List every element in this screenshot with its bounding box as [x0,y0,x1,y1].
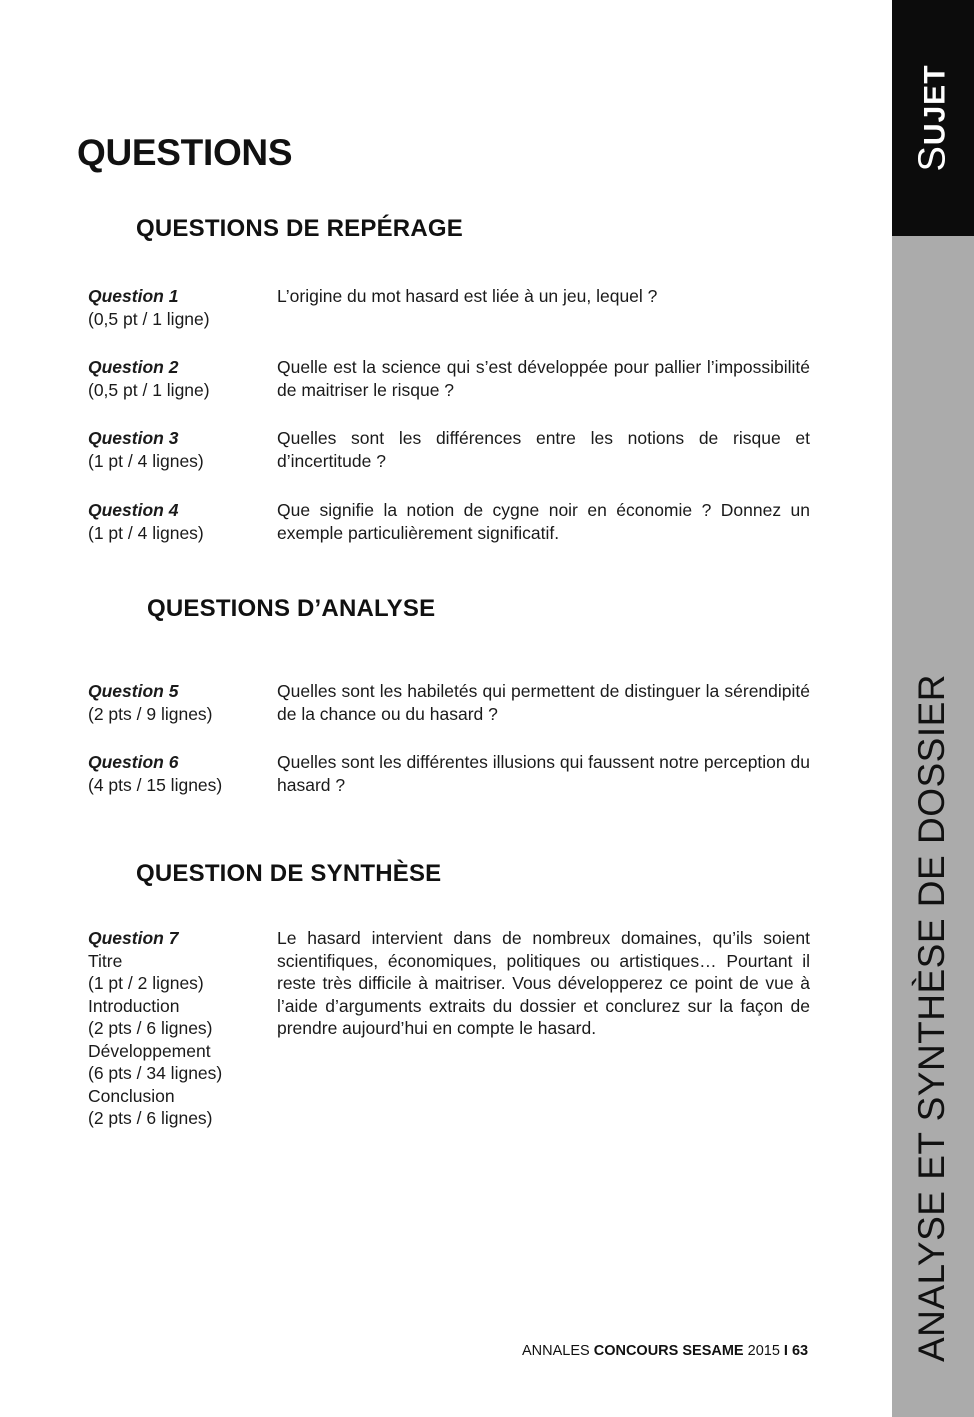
sidebar-tag-label: SUJET [911,64,954,172]
page-title: QUESTIONS [77,132,293,173]
question-points: (2 pts / 6 lignes) [88,1018,213,1038]
question-meta [88,680,273,725]
question-meta [88,751,273,796]
question-points: (1 pt / 4 lignes) [88,522,204,543]
question-part: Titre [88,950,123,971]
question-points: (2 pts / 9 lignes) [88,703,213,724]
question-text: Le hasard intervient dans de nombreux domaines, qu’ils soient scientifiques, économiques, politiques ou artistiques… Pourtant il reste très difficile à maitriser. Vous développerez ce point de vue à l’aide d’arguments extraits du dossier et conclurez sur la façon de prendre aujourd’hui en compte le hasard. [277,928,810,1038]
question-meta [88,285,273,330]
question-meta [88,356,273,401]
question-label: Question 3 [88,428,179,448]
footer-annales: ANNALES [522,1343,590,1359]
question-points: (1 pt / 2 lignes) [88,973,204,993]
page-number: 63 [791,1343,809,1359]
question-label: Question 5 [88,681,179,701]
question-points: (2 pts / 6 lignes) [88,1108,213,1128]
page-footer [522,1343,808,1359]
question-points: (6 pts / 34 lignes) [88,1063,223,1083]
question-part: Introduction [88,995,180,1016]
question-points: (1 pt / 4 lignes) [88,450,204,471]
question-text: Que signifie la notion de cygne noir en économie ? Donnez un exemple particulièrement significatif. [277,500,810,543]
question-label: Question 1 [88,286,179,306]
question-part: Conclusion [88,1085,175,1106]
question-label: Question 6 [88,752,179,772]
question-points: (0,5 pt / 1 ligne) [88,308,210,329]
question-meta [88,427,273,472]
footer-year: 2015 [747,1343,780,1359]
question-part: Développement [88,1040,211,1061]
footer-concours: CONCOURS SESAME [593,1343,744,1359]
question-text: Quelles sont les habiletés qui permettent de distinguer la sérendipité de la chance ou du hasard ? [277,681,810,724]
question-meta [88,499,273,544]
section-title-reperage: QUESTIONS DE REPÉRAGE [136,215,463,242]
sidebar-band-title: ANALYSE ET SYNTHÈSE DE DOSSIER [911,673,952,1363]
question-text: Quelles sont les différentes illusions qui faussent notre perception du hasard ? [277,752,810,795]
section-title-analyse: QUESTIONS D’ANALYSE [147,595,436,622]
section-title-synthese: QUESTION DE SYNTHÈSE [136,860,442,887]
footer-separator: I [783,1343,788,1359]
question-meta [88,927,273,1130]
question-label: Question 4 [88,500,179,520]
question-text: Quelle est la science qui s’est développée pour pallier l’impossibilité de maitriser le risque ? [277,357,810,400]
question-points: (4 pts / 15 lignes) [88,774,223,795]
question-text: L’origine du mot hasard est liée à un jeu, lequel ? [277,286,658,306]
question-label: Question 2 [88,357,179,377]
question-text: Quelles sont les différences entre les notions de risque et d’incertitude ? [277,428,810,471]
question-label: Question 7 [88,928,179,948]
question-points: (0,5 pt / 1 ligne) [88,379,210,400]
